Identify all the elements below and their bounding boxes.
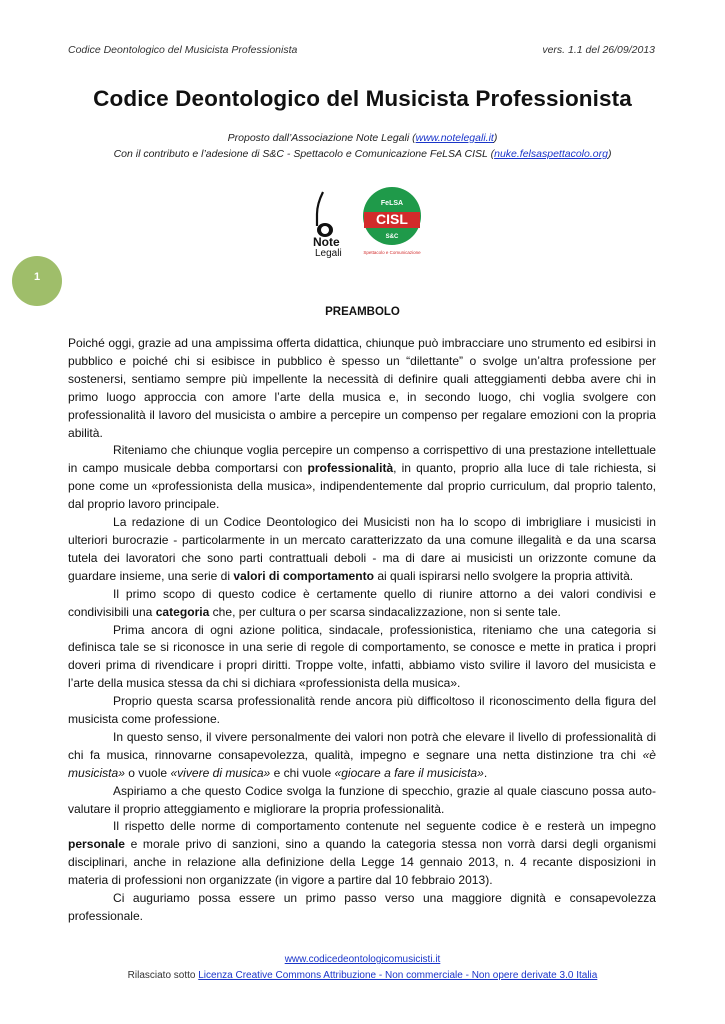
subtitle-suffix: ) xyxy=(493,132,498,144)
felsaspettacolo-link[interactable]: nuke.felsaspettacolo.org xyxy=(494,148,608,160)
paragraph: Aspiriamo a che questo Codice svolga la funzione di specchio, grazie al quale ciascuno possa auto-valutare il proprio atteggiamento e migliorare la propria professionalità. xyxy=(68,783,656,816)
bold-term: professionalità xyxy=(307,461,394,476)
italic-quote: «giocare a fare il musicista» xyxy=(334,765,484,780)
subtitle-line-1 xyxy=(0,132,725,144)
partner-logos xyxy=(300,186,440,258)
text-run: Riteniamo che chiunque voglia percepire un compenso a corrispettivo di una prestazione intellettuale in campo musicale debba comportarsi con xyxy=(68,443,656,476)
paragraph: Ci auguriamo possa essere un primo passo verso una maggiore dignità e consapevolezza professionale. xyxy=(68,891,656,923)
text-run: e chi vuole xyxy=(270,765,335,780)
website-link[interactable]: www.codicedeontologicomusicisti.it xyxy=(284,954,441,965)
paragraph: Proprio questa scarsa professionalità rende ancora più difficoltoso il riconoscimento della figura del musicista come professione. xyxy=(68,694,656,727)
paragraph xyxy=(68,729,656,783)
page-title: Codice Deontologico del Musicista Professionista xyxy=(93,86,632,111)
text-run: La redazione di un Codice Deontologico dei Musicisti non ha lo scopo di imbrigliare i musicisti in ulteriori burocrazie - particolarmente in un mercato caratterizzato da una comune illegalità e da una scarsa tutela dei lavoratori che sono parti contrattuali deboli - ma di dare ai musicisti un orizzonte comune da guardare insieme, una serie di xyxy=(68,515,656,583)
logos-graphic xyxy=(300,186,440,258)
header-version: vers. 1.1 del 26/09/2013 xyxy=(542,44,655,56)
bold-term: personale xyxy=(68,837,125,852)
subtitle-prefix: Proposto dall’Associazione Note Legali ( xyxy=(227,132,416,144)
notelegali-link[interactable]: www.notelegali.it xyxy=(415,132,494,144)
text-run: e morale privo di sanzioni, sino a quando la categoria stessa non vorrà darsi degli organismi disciplinari, anche in relazione alla definizione della Legge 14 gennaio 2013, n. 4 recante disposizioni in materia di professioni non organizzate (in vigore a partire dal 10 febbraio 2013). xyxy=(68,837,656,888)
preamble-body xyxy=(68,335,656,926)
section-title: PREAMBOLO xyxy=(325,306,400,318)
note-legali-word-legali: Legali xyxy=(315,248,342,258)
paragraph xyxy=(68,514,656,586)
cisl-felsa-text: FeLSA xyxy=(380,200,404,207)
page-number-badge: 1 xyxy=(12,256,62,306)
bold-term: categoria xyxy=(155,604,210,619)
paragraph xyxy=(68,586,656,622)
note-legali-word-note: Note xyxy=(313,235,340,249)
text-run: Il primo scopo di questo codice è certamente quello di riunire attorno a dei valori condivisi e condivisibili una xyxy=(68,586,656,619)
paragraph: Prima ancora di ogni azione politica, sindacale, professionistica, riteniamo che una categoria si definisca tale se si riconosce in una serie di regole di comportamento, se conosce e mette in pratica i propri doveri prima di rivendicare i propri diritti. Troppe volte, infatti, abbiamo visto svilire il lavoro del musicista e l’arte della musica stessa da chi si dichiara «professionista della musica». xyxy=(68,622,656,691)
subtitle-line-2 xyxy=(0,148,725,160)
bold-term: valori di comportamento xyxy=(233,568,374,583)
text-run: ai quali ispirarsi nello svolgere la propria attività. xyxy=(373,568,634,583)
note-legali-logo xyxy=(313,192,342,258)
text-run: In questo senso, il vivere personalmente dei valori non potrà che elevare il livello di professionalità di chi fa musica, rinnovarne consapevolezza, qualità, impegno e segnare una netta distinzione tra chi xyxy=(68,729,656,762)
text-run: che, per cultura o per scarsa sindacalizzazione, non si sente tale. xyxy=(209,604,561,619)
text-run: Il rispetto delle norme di comportamento contenute nel seguente codice è e resterà un impegno xyxy=(113,819,656,834)
license-prefix: Rilasciato sotto xyxy=(127,970,199,981)
footer-license xyxy=(0,970,725,981)
cisl-logo xyxy=(363,187,421,255)
subtitle-suffix: ) xyxy=(607,148,612,160)
license-link[interactable]: Licenza Creative Commons Attribuzione - Non commerciale - Non opere derivate 3.0 Italia xyxy=(198,970,598,981)
text-run: , in quanto, proprio alla luce di tale richiesta, si pone come un «professionista della musica», indipendentemente dal proprio curriculum, dal proprio talento, dal proprio lavoro principale. xyxy=(68,461,656,512)
italic-quote: «è musicista» xyxy=(68,747,656,780)
paragraph: Poiché oggi, grazie ad una ampissima offerta didattica, chiunque può imbracciare uno strumento ed esibirsi in pubblico e poiché chi si esibisce in pubblico è spesso un “dilettante” o svolge un’altra professione per sostenersi, sentiamo sempre più impellente la necessità di definire quali atteggiamenti debba avere chi in primo luogo approccia con amore l’arte della musica e, in secondo luogo, chi voglia svolgere con professionalità il lavoro del musicista o ambire a percepire un compenso per regalare emozioni con la propria abilità. xyxy=(68,336,656,440)
subtitle-prefix: Con il contributo e l’adesione di S&C - Spettacolo e Comunicazione FeLSA CISL ( xyxy=(113,148,495,160)
paragraph xyxy=(68,818,656,890)
cisl-main-text: CISL xyxy=(376,211,408,227)
text-run: o vuole xyxy=(124,765,171,780)
cisl-bottom-text: Spettacolo e Comunicazione xyxy=(363,250,421,255)
cisl-sc-text: S&C xyxy=(385,234,399,240)
footer-website xyxy=(0,954,725,965)
paragraph xyxy=(68,442,656,514)
text-run: . xyxy=(483,765,488,780)
music-note-icon xyxy=(317,192,333,237)
header-document-title: Codice Deontologico del Musicista Professionista xyxy=(68,44,298,56)
italic-quote: «vivere di musica» xyxy=(170,765,271,780)
